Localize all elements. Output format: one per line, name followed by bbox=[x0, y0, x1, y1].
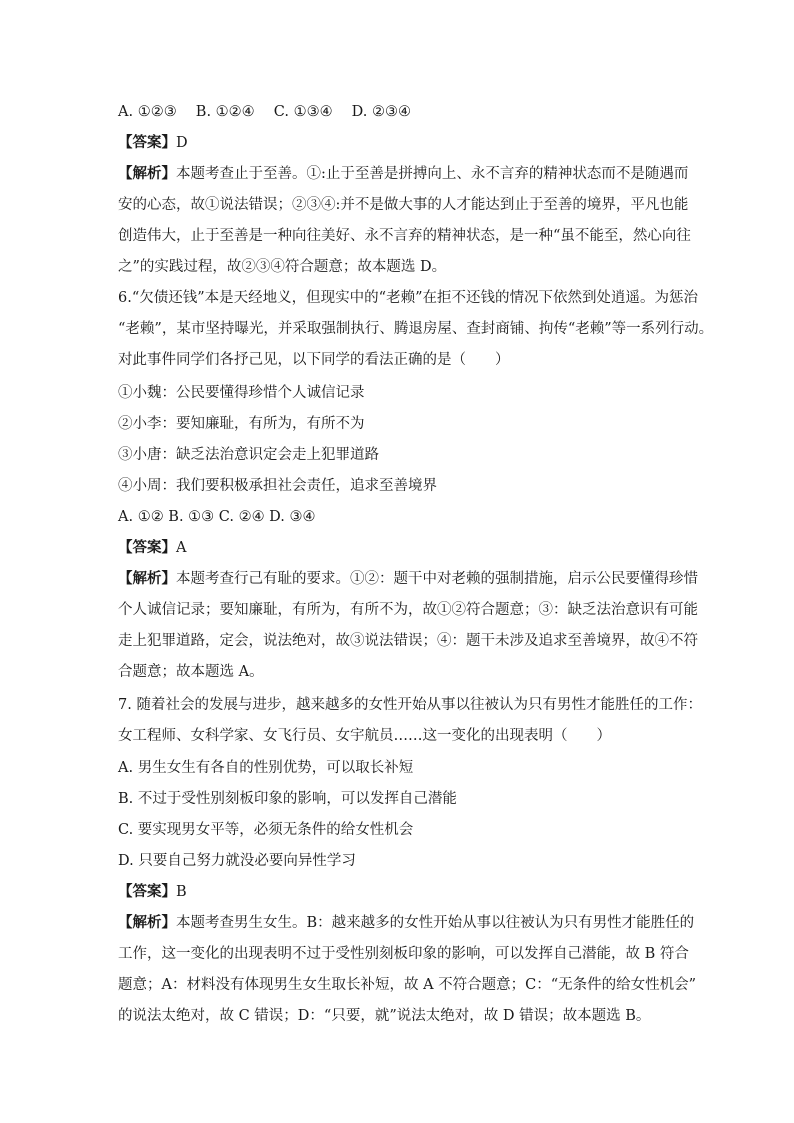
q6-analysis-line-3: 走上犯罪道路，定会，说法绝对，故③说法错误；④：题干未涉及追求至善境界，故④不符 bbox=[118, 633, 698, 649]
q5-analysis-line-1: 【解析】本题考查止于至善。①:止于至善是拼搏向上、永不言弃的精神状态而不是随遇而 bbox=[118, 165, 689, 182]
analysis-label: 【解析】 bbox=[118, 165, 176, 182]
q7-stem-line-2: 女工程师、女科学家、女飞行员、女宇航员……这一变化的出现表明（ ） bbox=[118, 728, 611, 744]
q7-option-a: A. 男生女生有各自的性别优势，可以取长补短 bbox=[118, 760, 414, 776]
q6-statement-3: ③小唐：缺乏法治意识定会走上犯罪道路 bbox=[118, 447, 379, 463]
q7-analysis-line-3: 题意；A：材料没有体现男生女生取长补短，故 A 不符合题意；C：“无条件的给女性机会” bbox=[118, 977, 697, 993]
q5-answer bbox=[118, 133, 188, 153]
q5-analysis-line-2: 安的心态，故①说法错误；②③④:并不是做大事的人才能达到止于至善的境界，平凡也能 bbox=[118, 197, 689, 213]
analysis-label: 【解析】 bbox=[118, 914, 176, 931]
answer-value: B bbox=[176, 884, 187, 900]
q5-analysis-line-3: 创造伟大，止于至善是一种向往美好、永不言弃的精神状态，是一种“虽不能至，然心向往 bbox=[118, 228, 691, 244]
q6-stem-line-2: “老赖”，某市坚持曝光，并采取强制执行、腾退房屋、查封商铺、拘传“老赖”等一系列行动。 bbox=[118, 321, 714, 337]
q7-stem-line-1: 7. 随着社会的发展与进步，越来越多的女性开始从事以往被认为只有男性才能胜任的工作： bbox=[118, 697, 702, 713]
answer-label: 【答案】 bbox=[118, 134, 176, 151]
q7-analysis-line-4: 的说法太绝对，故 C 错误；D：“只要，就”说法太绝对，故 D 错误；故本题选 B。 bbox=[118, 1008, 651, 1024]
q7-answer bbox=[118, 882, 187, 902]
answer-value: A bbox=[176, 540, 187, 556]
q7-option-c: C. 要实现男女平等，必须无条件的给女性机会 bbox=[118, 822, 414, 838]
q5-options: A. ①②③ B. ①②④ C. ①③④ D. ②③④ bbox=[118, 104, 412, 120]
q6-options: A. ①② B. ①③ C. ②④ D. ③④ bbox=[118, 509, 316, 525]
q7-analysis-line-1: 【解析】本题考查男生女生。B：越来越多的女性开始从事以往被认为只有男性才能胜任的 bbox=[118, 914, 695, 931]
q6-analysis-line-2: 个人诚信记录；要知廉耻，有所为，有所不为，故①②符合题意；③：缺乏法治意识有可能 bbox=[118, 602, 698, 618]
q5-analysis-line-4: 之”的实践过程，故②③④符合题意；故本题选 D。 bbox=[118, 259, 447, 275]
q6-statement-2: ②小李：要知廉耻，有所为，有所不为 bbox=[118, 416, 365, 432]
q6-answer bbox=[118, 538, 186, 558]
answer-label: 【答案】 bbox=[118, 539, 176, 556]
q7-option-d: D. 只要自己努力就没必要向异性学习 bbox=[118, 853, 356, 869]
answer-label: 【答案】 bbox=[118, 883, 176, 900]
q6-analysis-line-4: 合题意；故本题选 A。 bbox=[118, 664, 264, 680]
answer-value: D bbox=[176, 135, 188, 151]
q6-stem-line-1: 6.“欠债还钱”本是天经地义，但现实中的“老赖”在拒不还钱的情况下依然到处逍遥。为惩治 bbox=[118, 290, 698, 306]
q6-statement-4: ④小周：我们要积极承担社会责任，追求至善境界 bbox=[118, 478, 437, 494]
q7-analysis-line-2: 工作，这一变化的出现表明不过于受性别刻板印象的影响，可以发挥自己潜能，故 B 符合 bbox=[118, 946, 689, 962]
q6-stem-line-3: 对此事件同学们各抒己见，以下同学的看法正确的是（ ） bbox=[118, 352, 510, 368]
q6-analysis-line-1: 【解析】本题考查行己有耻的要求。①②：题干中对老赖的强制措施，启示公民要懂得珍惜 bbox=[118, 570, 698, 587]
analysis-label: 【解析】 bbox=[118, 570, 176, 587]
q6-statement-1: ①小魏：公民要懂得珍惜个人诚信记录 bbox=[118, 385, 365, 401]
q7-option-b: B. 不过于受性别刻板印象的影响，可以发挥自己潜能 bbox=[118, 791, 457, 807]
